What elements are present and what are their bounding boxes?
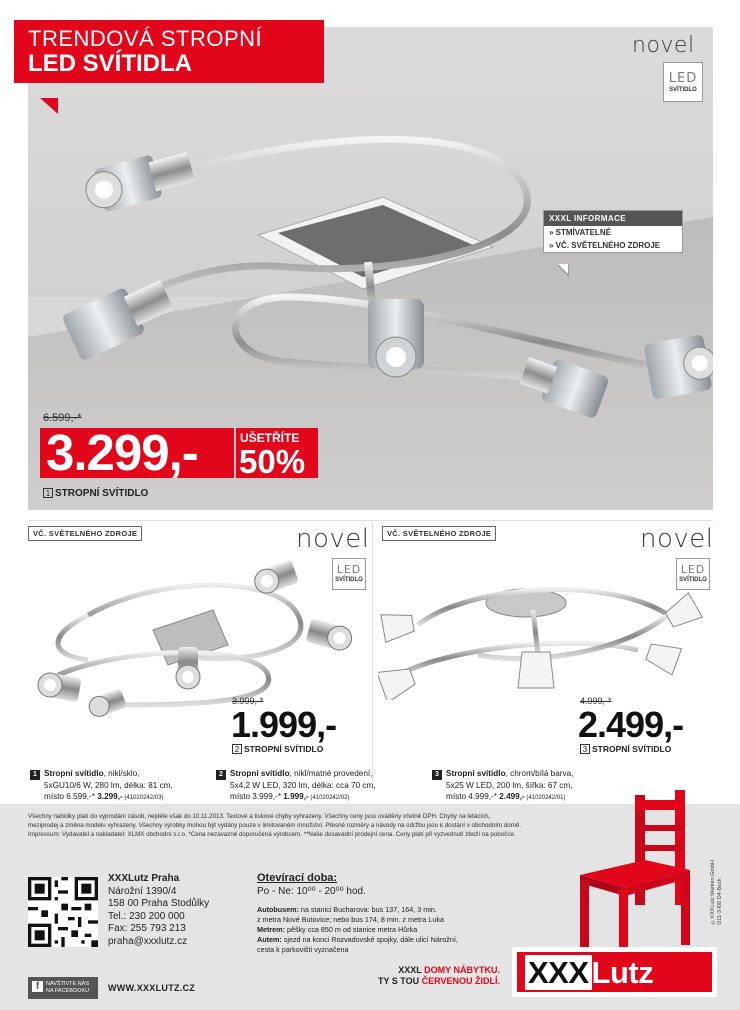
facebook-line2: NA FACEBOOKU	[46, 988, 90, 994]
item-label-text: STROPNÍ SVÍTIDLO	[592, 744, 672, 754]
hero-headline	[14, 20, 324, 83]
store-street: Nárožní 1390/4	[108, 885, 177, 897]
info-box-title: XXXL INFORMACE	[544, 211, 682, 226]
bus-label: Autobusem:	[257, 905, 299, 914]
product-3-price: 2.499,-	[578, 704, 684, 745]
car-label: Autem:	[257, 935, 282, 944]
hero-brand-logo: novel	[632, 33, 695, 58]
save-percent: 50%	[239, 443, 306, 480]
desc-line3-price: 1.999,-	[283, 792, 309, 801]
metro-label: Metrem:	[257, 925, 285, 934]
desc-name: Stropní svítidlo	[230, 769, 290, 778]
metro-text: pěšky cca 850 m od stanice metra Hůrka	[284, 925, 418, 934]
desc-number: 2	[216, 770, 226, 780]
headline-line1: TRENDOVÁ STROPNÍ	[28, 26, 263, 51]
description-1	[30, 768, 230, 804]
desc-number: 3	[432, 770, 442, 780]
product-2-price: 1.999,-	[231, 704, 337, 745]
legal-line: Všechny nabídky platí do vyprodání zásob, nejdéle však do 10.11.2013. Textové a tiskové chyby vyhrazeny. Všechny ceny jsou uváděny včetně DPH. Chyby na letácích,	[28, 813, 491, 820]
column-divider	[372, 522, 373, 782]
product-3-brand: novel	[640, 524, 714, 554]
info-box	[543, 210, 683, 253]
hero-old-price: 6.599,-*	[43, 412, 82, 424]
desc-line2: 5xGU10/6 W, 280 lm, délka: 81 cm,	[44, 781, 173, 790]
desc-line3-pre: místo 6.599,-*	[44, 792, 98, 801]
led-badge-bottom: SVÍTIDLO	[335, 577, 363, 583]
desc-line3-code: (41020242/01)	[524, 795, 566, 801]
store-address	[108, 873, 209, 948]
info-box-tail-inner	[558, 264, 568, 274]
desc-line3-price: 3.299,-	[97, 792, 123, 801]
led-badge-top: LED	[680, 563, 706, 576]
desc-name: Stropní svítidlo	[446, 769, 506, 778]
slogan-part1-red: DOMY NÁBYTKU.	[424, 965, 500, 975]
vertical-line: D11-3-l08 D4-Bezk	[717, 878, 723, 925]
save-label: UŠETŘÍTE	[240, 431, 300, 445]
desc-line3-code: (41020242/03)	[122, 795, 164, 801]
hero-item-label	[43, 488, 148, 499]
slogan-part1: XXXL	[398, 965, 425, 975]
product-3-tag: VČ. SVĚTELNÉHO ZDROJE	[382, 526, 496, 541]
facebook-icon: f	[32, 981, 43, 992]
store-name: XXXLutz Praha	[108, 873, 180, 884]
desc-number: 1	[30, 770, 40, 780]
logo-xxx: XXX	[525, 955, 592, 990]
led-badge-top: LED	[668, 71, 698, 86]
desc-name: Stropní svítidlo	[44, 769, 104, 778]
bus-text2: z metra Nové Butovice; nebo bus 174, 8 min. z metra Luka	[257, 915, 444, 924]
transport-info	[257, 905, 507, 955]
led-badge-top: LED	[336, 563, 362, 576]
store-fax: Fax: 255 793 213	[108, 923, 186, 934]
item-number: 2	[232, 744, 242, 754]
desc-line3-price: 2.499,-	[499, 792, 525, 801]
desc-line2: 5x25 W LED, 200 lm, šířka: 67 cm,	[446, 781, 573, 790]
description-2	[216, 768, 416, 804]
legal-text	[28, 812, 588, 839]
desc-line3-code: (41020242/02)	[308, 795, 350, 801]
slogan-part2: TY S TOU	[377, 976, 422, 986]
legal-line: Impressum: Vydavatel a nakladatel: XLMX obchodní s.r.o. *Cena nezávazně doporučená výrobcem. **Naše dosavadní prodejní cena. Ceny platí při vyzvednutí zboží na pobočce.	[28, 831, 516, 838]
product-2-tag: VČ. SVĚTELNÉHO ZDROJE	[28, 526, 142, 541]
xxxlutz-logo	[512, 947, 717, 997]
item-label-text: STROPNÍ SVÍTIDLO	[55, 488, 149, 499]
info-box-item: » STMÍVATELNÉ	[549, 228, 611, 237]
bus-text: na stanici Bucharova: bus 137, 164, 3 min.	[298, 905, 437, 914]
car-text2: cesta k parkovišti vyznačena	[257, 945, 349, 954]
item-number: 1	[43, 488, 53, 498]
store-tel: Tel.: 230 200 000	[108, 910, 185, 922]
led-badge-bottom: SVÍTIDLO	[679, 577, 707, 583]
logo-lutz: Lutz	[591, 955, 654, 990]
headline-tail-shape	[40, 98, 58, 114]
vertical-line: ©XXXLutz Marken GmbH	[710, 860, 716, 925]
hero-price: 3.299,-	[40, 428, 234, 478]
vertical-copyright	[710, 860, 724, 925]
opening-hours	[257, 872, 366, 897]
desc-line2: 5x4,2 W LED, 320 lm, délka: cca 70 cm,	[230, 781, 376, 790]
product-3-old-price: 4.999,-*	[580, 696, 612, 706]
qr-code-icon	[28, 877, 98, 947]
legal-line: meziprodej a změna modelu vyhrazeny. Všechny výrobky mohou být vydány pouze v limitovaném množství. Přesné rozměry a návody na údržbu jsou k dostání v obchodním domě.	[28, 822, 522, 829]
hours-title: Otevírací doba:	[257, 872, 338, 884]
product-3-illustration	[378, 575, 708, 700]
item-number: 3	[580, 744, 590, 754]
red-chair-icon	[575, 790, 700, 955]
facebook-button[interactable]	[28, 977, 98, 999]
hero-save-badge	[236, 428, 318, 478]
led-badge-bottom: SVÍTIDLO	[669, 87, 697, 93]
car-text: sjezd na konci Rozvadovské spojky, dále ulicí Nárožní,	[281, 935, 458, 944]
product-3-label	[580, 744, 671, 754]
product-2-old-price: 3.999,-*	[232, 696, 264, 706]
hours-days: Po - Ne:	[257, 886, 294, 897]
section-divider	[28, 520, 713, 521]
product-2-brand: novel	[296, 524, 370, 554]
slogan	[330, 965, 500, 987]
desc-line1: , nikl/matné provedení,	[289, 769, 373, 778]
desc-line1: , chrom/bílá barva,	[505, 769, 574, 778]
info-box-item: » VČ. SVĚTELNÉHO ZDROJE	[549, 241, 661, 250]
hours-value: 10⁰⁰ - 20⁰⁰ hod.	[296, 886, 366, 897]
product-2-label	[232, 744, 323, 754]
item-label-text: STROPNÍ SVÍTIDLO	[244, 744, 324, 754]
website-link[interactable]: WWW.XXXLUTZ.CZ	[108, 983, 196, 993]
facebook-line1: NAVŠTIVTE NÁS	[46, 981, 89, 987]
product-2-illustration	[28, 555, 368, 725]
desc-line3-pre: místo 4.999,-*	[446, 792, 500, 801]
headline-line2: LED SVÍTIDLA	[28, 50, 193, 77]
slogan-part2-red: ČERVENOU ŽIDLÍ.	[421, 976, 500, 986]
desc-line1: , nikl/sklo,	[103, 769, 140, 778]
hero-led-badge	[663, 62, 703, 102]
store-email[interactable]: praha@xxxlutz.cz	[108, 935, 188, 947]
store-city: 158 00 Praha Stodůlky	[108, 898, 210, 909]
desc-line3-pre: místo 3.999,-*	[230, 792, 284, 801]
